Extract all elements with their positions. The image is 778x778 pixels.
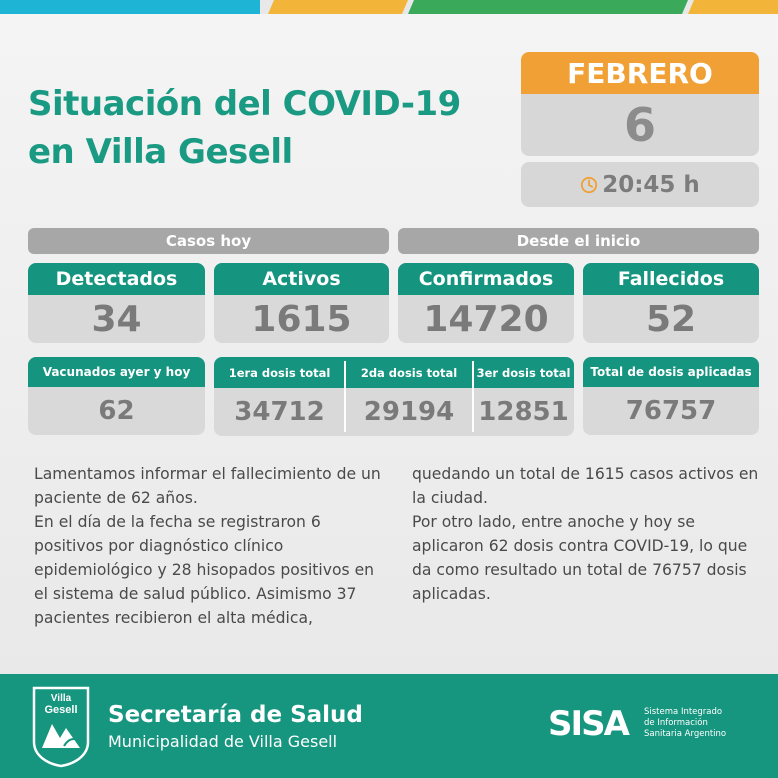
dose-totals-group [214, 357, 574, 436]
detectados-label: Detectados [28, 263, 205, 295]
month-label: FEBRERO [521, 52, 759, 94]
text-line: la ciudad. [412, 489, 488, 507]
logo-text-gesell: Gesell [44, 704, 78, 716]
text-line: paciente de 62 años. [34, 489, 198, 507]
sisa-logo-text: SISA [548, 704, 628, 742]
dosis-1-label: 1era dosis total [214, 357, 345, 388]
time-box [521, 162, 759, 207]
card-total-dosis [583, 357, 759, 435]
villa-gesell-logo [30, 684, 92, 768]
dose-divider [472, 361, 474, 432]
total-dosis-value: 76757 [583, 387, 759, 435]
sisa-line: de Información [644, 718, 708, 728]
text-line: En el día de la fecha se registraron 6 [34, 513, 321, 531]
text-line: pacientes recibieron el alta médica, [34, 609, 313, 627]
dosis-2-label: 2da dosis total [345, 357, 473, 388]
section-casos-hoy: Casos hoy [28, 228, 389, 254]
footer [0, 674, 778, 778]
text-line: Por otro lado, entre anoche y hoy se [412, 513, 695, 531]
time-value: 20:45 h [602, 171, 700, 198]
text-line: positivos por diagnóstico clínico [34, 537, 284, 555]
clock-icon [580, 176, 598, 194]
sisa-line: Sanitaria Argentino [644, 729, 727, 739]
title-line-1: Situación del COVID-19 [28, 84, 461, 124]
card-dosis-3 [473, 357, 574, 436]
fallecidos-label: Fallecidos [583, 263, 759, 295]
text-line: da como resultado un total de 76757 dosis [412, 561, 747, 579]
card-dosis-1 [214, 357, 345, 436]
footer-title: Secretaría de Salud [108, 702, 363, 728]
dosis-3-label: 3er dosis total [473, 357, 574, 388]
text-line: Lamentamos informar el fallecimiento de un [34, 465, 381, 483]
detectados-value: 34 [28, 295, 205, 343]
fallecidos-value: 52 [583, 295, 759, 343]
text-line: epidemiológico y 28 hisopados positivos en [34, 561, 375, 579]
card-detectados [28, 263, 205, 343]
report-text-left [34, 462, 404, 630]
page-title [28, 80, 498, 176]
confirmados-label: Confirmados [398, 263, 574, 295]
report-text-right [412, 462, 772, 606]
sisa-line: Sistema Integrado [644, 707, 723, 717]
logo-text-villa: Villa [50, 693, 72, 704]
dose-divider [344, 361, 346, 432]
top-color-stripe [0, 0, 778, 14]
card-fallecidos [583, 263, 759, 343]
vacunados-label: Vacunados ayer y hoy [28, 357, 205, 387]
dosis-3-value: 12851 [473, 388, 574, 436]
sisa-description [644, 707, 726, 740]
card-dosis-2 [345, 357, 473, 436]
card-confirmados [398, 263, 574, 343]
activos-label: Activos [214, 263, 389, 295]
dosis-2-value: 29194 [345, 388, 473, 436]
text-line: el sistema de salud público. Asimismo 37 [34, 585, 357, 603]
vacunados-value: 62 [28, 387, 205, 435]
text-line: aplicaron 62 dosis contra COVID-19, lo que [412, 537, 748, 555]
title-line-2: en Villa Gesell [28, 132, 293, 172]
text-line: quedando un total de 1615 casos activos en [412, 465, 759, 483]
total-dosis-label: Total de dosis aplicadas [583, 357, 759, 387]
footer-subtitle: Municipalidad de Villa Gesell [108, 732, 338, 751]
dosis-1-value: 34712 [214, 388, 345, 436]
card-activos [214, 263, 389, 343]
section-desde-inicio: Desde el inicio [398, 228, 759, 254]
confirmados-value: 14720 [398, 295, 574, 343]
sisa-logo [548, 702, 638, 742]
activos-value: 1615 [214, 295, 389, 343]
day-number: 6 [521, 94, 759, 156]
text-line: aplicadas. [412, 585, 491, 603]
card-vacunados-ayer-hoy [28, 357, 205, 435]
